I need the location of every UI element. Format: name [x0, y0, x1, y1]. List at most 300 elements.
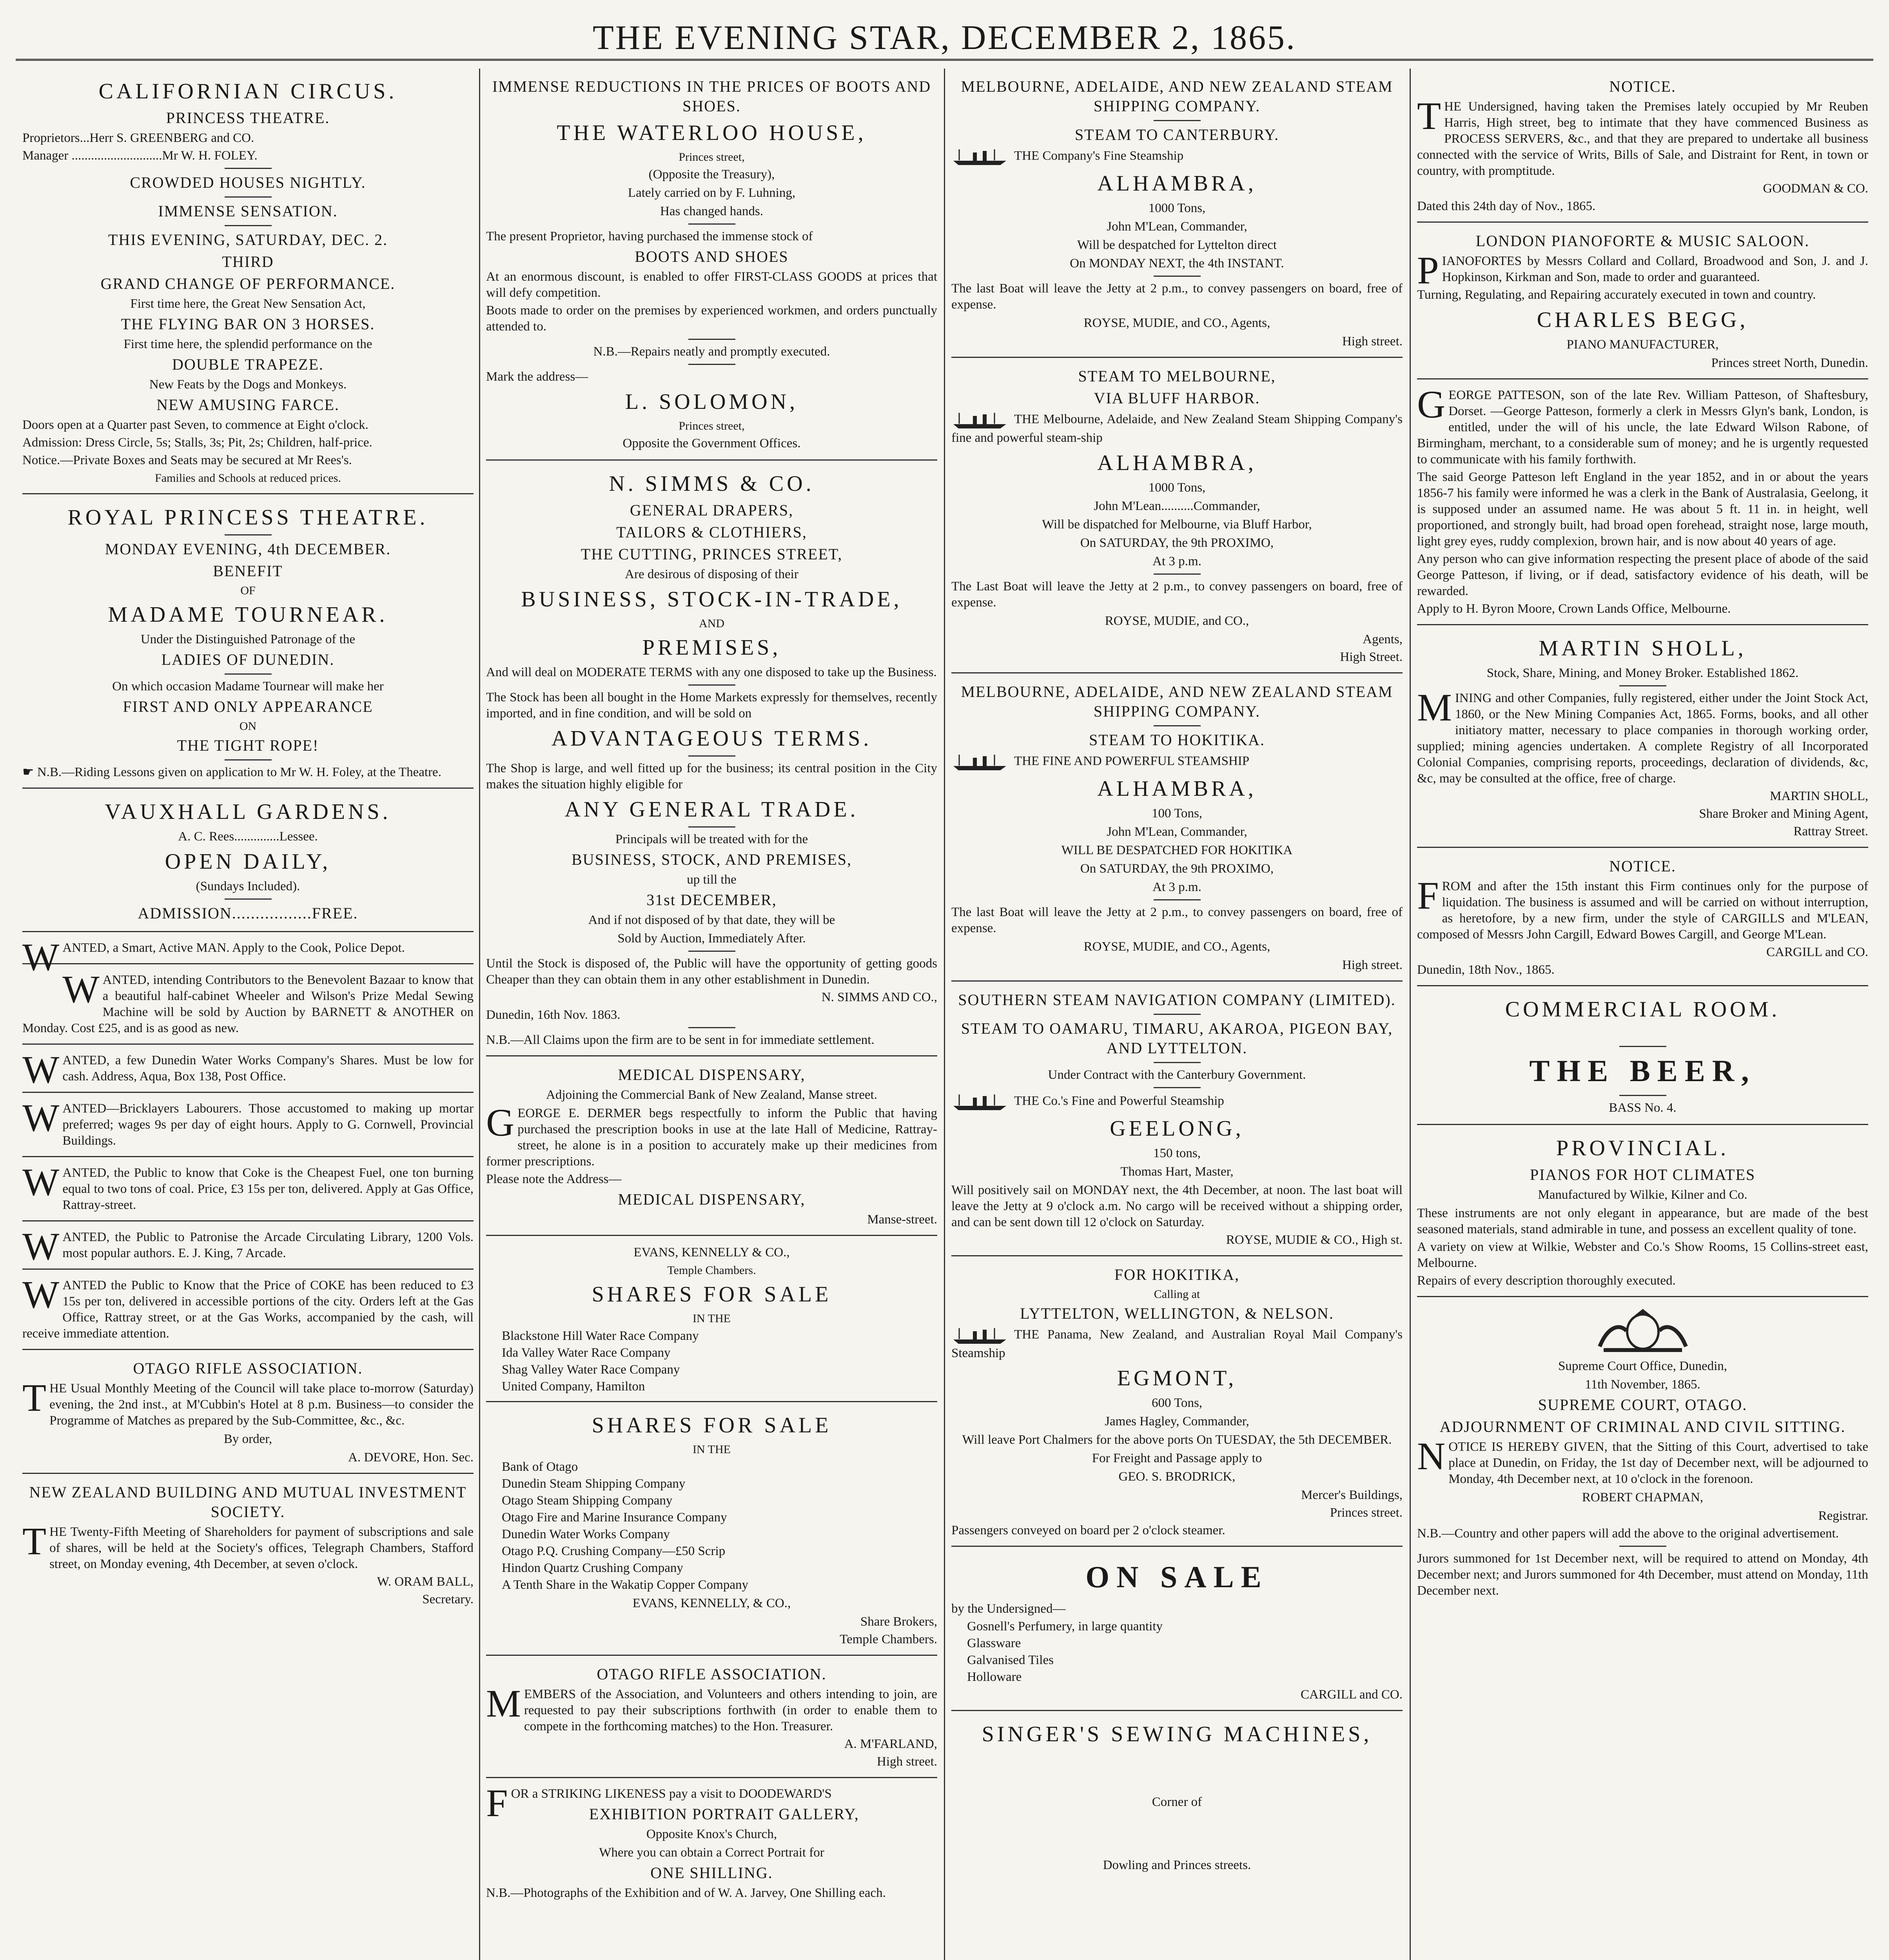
ad-text: WILL BE DESPATCHED FOR HOKITIKA [1061, 843, 1293, 857]
ad-subheading: MEDICAL DISPENSARY, [618, 1191, 806, 1208]
ad-subheading: EXHIBITION PORTRAIT GALLERY, [589, 1805, 859, 1823]
ad-subheading: LYTTELTON, WELLINGTON, & NELSON. [1020, 1305, 1334, 1322]
divider [1154, 120, 1201, 121]
shares-list [486, 1328, 937, 1395]
signature-role: Agents, [1363, 632, 1403, 646]
ad-text: Boots made to order on the premises by experienced workmen, and orders punctually attended to. [486, 303, 937, 334]
ad-text: Any person who can give information respecting the present place of abode of the said George Patteson, if living, or if dead, satisfactory evidence of his death, will be rewarded. [1417, 552, 1868, 598]
list-item: Otago P.Q. Crushing Company—£50 Scrip [502, 1544, 726, 1558]
signature-role: Share Brokers, [860, 1615, 937, 1629]
ad-text: By order, [223, 1432, 272, 1446]
list-item: Otago Steam Shipping Company [502, 1494, 673, 1508]
ad-text: Stock, Share, Mining, and Money Broker. Established 1862. [1486, 666, 1799, 680]
divider [1154, 276, 1201, 277]
ad-text: THE Usual Monthly Meeting of the Council will take place to-morrow (Saturday) evening, the 2nd inst., at M'Cubbin's Hotel at 8 p.m. Business—to consider the Programme of Matches as prepared by the Sub-Committee, &c., &c. [22, 1376, 474, 1428]
ad-text: ON [239, 720, 257, 733]
ad-text: 150 tons, [1153, 1146, 1201, 1160]
ad-text: Temple Chambers. [667, 1264, 756, 1277]
ad-text: WANTED, a Smart, Active MAN. Apply to the Cook, Police Depot. [22, 935, 405, 979]
list-item: Glassware [967, 1636, 1021, 1650]
wanted-advert [22, 1047, 474, 1093]
ad-subheading: DOUBLE TRAPEZE. [172, 356, 324, 373]
signature: GOODMAN & CO. [1763, 181, 1868, 196]
divider [688, 826, 735, 828]
ad-text: Families and Schools at reduced prices. [155, 472, 341, 485]
ad-subheading: GRAND CHANGE OF PERFORMANCE. [100, 275, 396, 292]
ad-text: Corner of [1152, 1795, 1202, 1809]
ad-text: N.B.—Photographs of the Exhibition and of W. A. Jarvey, One Shilling each. [486, 1886, 886, 1900]
column-divider [479, 69, 480, 1960]
ad-subheading: THE CUTTING, PRINCES STREET, [581, 545, 843, 563]
ad-text: WANTED—Bricklayers Labourers. Those accustomed to making up mortar preferred; wages 9s per day of eight hours. Apply to G. Cornwell, Provincial Buildings. [22, 1096, 474, 1148]
ad-text: 11th November, 1865. [1585, 1377, 1700, 1392]
ad-subheading: THE BEER, [1529, 1054, 1756, 1088]
list-item: Dunedin Water Works Company [502, 1527, 670, 1541]
ad-text: James Hagley, Commander, [1105, 1414, 1249, 1428]
ad-text: AND [699, 617, 724, 630]
ad-heading: IMMENSE REDUCTIONS IN THE PRICES OF BOOTS AND SHOES. [492, 78, 931, 115]
ad-text: THE FINE AND POWERFUL STEAMSHIP [1014, 754, 1250, 768]
ad-text: BASS No. 4. [1609, 1101, 1677, 1115]
ad-heading: CALIFORNIAN CIRCUS. [98, 79, 397, 103]
steamship-icon [951, 410, 1010, 430]
ad-text: High street. [1342, 334, 1403, 348]
ad-text: Princes street North, Dunedin. [1711, 356, 1868, 370]
ad-text: Turning, Regulating, and Repairing accurately executed in town and country. [1417, 288, 1816, 302]
ad-text: WANTED, the Public to Patronise the Arcade Circulating Library, 1200 Vols. most popular authors. E. J. King, 7 Arcade. [22, 1225, 474, 1268]
ad-subheading: ADMISSION.................FREE. [138, 904, 358, 922]
divider [688, 755, 735, 757]
ad-text: Are desirous of disposing of their [625, 567, 798, 581]
royal-theatre-advert [22, 497, 474, 789]
commercial-room-advert [1417, 989, 1868, 1125]
signature: GEO. S. BRODRICK, [1118, 1470, 1236, 1484]
ad-text: Under the Distinguished Patronage of the [140, 632, 356, 646]
column-3 [947, 71, 1407, 1960]
ad-text: Admission: Dress Circle, 5s; Stalls, 3s; Pit, 2s; Children, half-price. [22, 436, 372, 450]
ad-text: Rattray Street. [1793, 824, 1868, 838]
ad-text: WANTED the Public to Know that the Price of COKE has been reduced to £3 15s per ton, delivered in accessible portions of the city. Orders left at the Gas Office, Rattray street, or at the Gas Works, accompanied by the cash, will receive immediate attention. [22, 1273, 474, 1341]
ad-text: FOR a STRIKING LIKENESS pay a visit to DOODEWARD'S [486, 1781, 832, 1825]
column-4 [1412, 71, 1873, 1960]
divider [1154, 899, 1201, 900]
ad-text: Notice.—Private Boxes and Seats may be secured at Mr Rees's. [22, 453, 352, 467]
wanted-advert [22, 1160, 474, 1221]
ad-subheading: NEW AMUSING FARCE. [156, 396, 339, 414]
ad-text: Will be despatched for Lyttelton direct [1077, 238, 1277, 252]
process-servers-notice [1417, 71, 1868, 223]
divider [688, 339, 735, 340]
vauxhall-advert [22, 791, 474, 932]
list-item: Otago Fire and Marine Insurance Company [502, 1510, 727, 1524]
newspaper-title: THE EVENING STAR, DECEMBER 2, 1865. [592, 19, 1297, 57]
list-item: A Tenth Share in the Wakatip Copper Company [502, 1578, 748, 1592]
ad-text: Will leave Port Chalmers for the above ports On TUESDAY, the 5th DECEMBER. [962, 1433, 1392, 1447]
signature: W. ORAM BALL, [377, 1575, 474, 1589]
ad-subheading: ANY GENERAL TRADE. [564, 797, 859, 822]
ad-text: And will deal on MODERATE TERMS with any one disposed to take up the Business. [486, 665, 937, 679]
ad-text: High Street. [1340, 650, 1403, 664]
ad-subheading: VIA BLUFF HARBOR. [1094, 389, 1260, 407]
hokitika-steamer-advert [951, 676, 1403, 982]
divider [1619, 1546, 1666, 1547]
waterloo-house-advert [486, 71, 937, 461]
ad-subheading: PIANOS FOR HOT CLIMATES [1530, 1166, 1756, 1183]
supreme-court-notice [1417, 1299, 1868, 1606]
ad-heading: COMMERCIAL ROOM. [1505, 997, 1780, 1022]
ad-text: 600 Tons, [1151, 1396, 1203, 1410]
ad-text: Princes street, [679, 419, 745, 432]
divider [1154, 1014, 1201, 1015]
ad-text: The Last Boat will leave the Jetty at 2 p.m., to convey passengers on board, free of expense. [951, 579, 1403, 610]
sale-list [951, 1619, 1403, 1685]
shares-list [486, 1459, 937, 1593]
signature: A. M'FARLAND, [844, 1737, 937, 1751]
signature: A. DEVORE, Hon. Sec. [348, 1450, 474, 1465]
ad-text: (Sundays Included). [196, 879, 300, 893]
ad-text: PIANOFORTES by Messrs Collard and Collard, Broadwood and Son, J. and J. Hopkinson, Kirkman and Son, made to order and guaranteed. [1417, 249, 1868, 292]
ad-text: THE Melbourne, Adelaide, and New Zealand Steam Shipping Company's fine and powerful steam-ship [951, 412, 1403, 445]
ad-subheading: THIRD [222, 253, 274, 270]
ad-text: FROM and after the 15th instant this Firm continues only for the purpose of liquidation. The business is assumed and will be carried on without interruption, as heretofore, by a new firm, under the style of CARGILLS and M'LEAN, composed of Messrs John Cargill, Edward Bowes Cargill, and George M'Lean. [1417, 874, 1868, 942]
ad-text: EVANS, KENNELLY & CO., [633, 1245, 790, 1259]
list-item: Hindon Quartz Crushing Company [502, 1561, 683, 1575]
ad-text: Thomas Hart, Master, [1120, 1165, 1234, 1179]
ad-subheading: STEAM TO OAMARU, TIMARU, AKAROA, PIGEON BAY, AND LYTTELTON. [961, 1020, 1393, 1057]
ad-heading: VAUXHALL GARDENS. [105, 800, 391, 824]
ad-text: Temple Chambers. [840, 1632, 937, 1646]
ad-text: And if not disposed of by that date, they will be [588, 913, 835, 927]
steamship-icon [951, 1092, 1010, 1112]
signature-role: Secretary. [422, 1592, 474, 1606]
building-society-advert [22, 1476, 474, 1615]
ad-text: The said George Patteson left England in the year 1852, and in or about the years 1856-7 his family were informed he was a clerk in the Bank of Australasia, Geelong, it is supposed under an assumed name. He was about 5 ft. 11 in. in height, well proportioned, and strongly built, had broad open forehead, straight nose, large mouth, light grey eyes, ruddy complexion, brown hair, and is now about 40 years of age. [1417, 470, 1868, 548]
ad-subheading: MONDAY EVENING, 4th DECEMBER. [105, 540, 391, 558]
ad-subheading: STEAM TO CANTERBURY. [1074, 126, 1279, 143]
medical-dispensary-advert [486, 1059, 937, 1236]
list-item: Holloware [967, 1670, 1022, 1684]
ad-text: OF [240, 584, 256, 597]
cargill-notice [1417, 850, 1868, 986]
masthead-rule [16, 59, 1873, 61]
signature: ROYSE, MUDIE, and CO., Agents, [1083, 316, 1270, 330]
ad-text: First time here, the splendid performance on the [123, 337, 372, 351]
divider [1154, 725, 1201, 726]
ad-text: Adjoining the Commercial Bank of New Zealand, Manse street. [546, 1088, 877, 1102]
masthead [0, 0, 1889, 59]
ad-subheading: BOOTS AND SHOES [635, 248, 789, 265]
ad-text: Apply to H. Byron Moore, Crown Lands Office, Melbourne. [1417, 602, 1731, 616]
ad-text: Please note the Address— [486, 1172, 622, 1186]
ad-heading: PROVINCIAL. [1556, 1136, 1729, 1160]
divider [1154, 1062, 1201, 1063]
ad-subheading: MADAME TOURNEAR. [108, 603, 388, 627]
ad-text: Dowling and Princes streets. [1103, 1858, 1251, 1872]
ad-text: NOTICE IS HEREBY GIVEN, that the Sitting of this Court, advertised to take place at Dunedin, on Friday, the 1st day of December next, will be adjourned to Monday, 4th December next, at 10 o'clock in the forenoon. [1417, 1434, 1868, 1486]
ad-subheading: BUSINESS, STOCK, AND PREMISES, [572, 851, 852, 868]
shares-advert-1 [486, 1238, 937, 1402]
ad-text: Dunedin, 16th Nov. 1863. [486, 1008, 621, 1022]
divider [1154, 573, 1201, 575]
ad-text: Sold by Auction, Immediately After. [617, 931, 806, 946]
ad-text: On SATURDAY, the 9th PROXIMO, [1080, 536, 1274, 550]
ad-text: GEORGE PATTESON, son of the late Rev. William Patteson, of Shaftesbury, Dorset. —George Patteson, formerly a clerk in Messrs Glyn's bank, London, is entitled, under the will of his uncle, the late Edward Wilson Rabone, of Birmingham, merchant, to a considerable sum of money; and he is urgently requested to communicate with his family forthwith. [1417, 383, 1868, 466]
ad-text: IN THE [693, 1312, 731, 1325]
patteson-notice [1417, 382, 1868, 625]
ad-text: Doors open at a Quarter past Seven, to commence at Eight o'clock. [22, 418, 368, 432]
signature: CARGILL and CO. [1300, 1688, 1403, 1702]
ad-text: Mercer's Buildings, [1301, 1488, 1403, 1502]
ad-text: Has changed hands. [660, 204, 763, 218]
divider [688, 364, 735, 365]
canterbury-steamer-advert [951, 71, 1403, 358]
ad-text: On which occasion Madame Tournear will make her [112, 679, 384, 693]
wanted-advert [22, 1095, 474, 1157]
ad-text: MEMBERS of the Association, and Volunteers and others intending to join, are requested to pay their subscriptions forthwith (in order to enable them to compete in the forthcoming matches) to the Hon. Treasurer. [486, 1682, 937, 1733]
ad-heading: N. SIMMS & CO. [609, 472, 815, 496]
ad-text: Passengers conveyed on board per 2 o'clock steamer. [951, 1523, 1225, 1537]
divider [225, 759, 272, 760]
ad-text: N.B.—Repairs neatly and promptly executed. [593, 345, 830, 359]
ad-subheading: TAILORS & CLOTHIERS, [616, 523, 807, 541]
ad-text: THE Co.'s Fine and Powerful Steamship [1014, 1094, 1224, 1108]
ad-text: N.B.—All Claims upon the firm are to be sent in for immediate settlement. [486, 1033, 875, 1047]
ad-text: At 3 p.m. [1152, 880, 1201, 894]
ad-text: New Feats by the Dogs and Monkeys. [149, 377, 347, 392]
ad-text: Proprietors...Herr S. GREENBERG and CO. [22, 131, 254, 145]
signature: CARGILL and CO. [1766, 945, 1868, 959]
ad-text: A. C. Rees..............Lessee. [178, 829, 318, 844]
ad-subheading: ADVANTAGEOUS TERMS. [551, 726, 872, 751]
column-divider [944, 69, 945, 1960]
ad-text: Dated this 24th day of Nov., 1865. [1417, 199, 1596, 213]
ad-heading: NEW ZEALAND BUILDING AND MUTUAL INVESTMENT SOCIETY. [29, 1483, 467, 1521]
list-item: Shag Valley Water Race Company [502, 1363, 680, 1377]
ad-heading: MEDICAL DISPENSARY, [618, 1066, 806, 1083]
ad-text: 1000 Tons, [1148, 481, 1206, 495]
ad-text: 100 Tons, [1151, 806, 1203, 820]
ad-heading: SHARES FOR SALE [592, 1413, 832, 1437]
wanted-advert [22, 1224, 474, 1270]
ad-text: N.B.—Country and other papers will add the above to the original advertisement. [1417, 1526, 1839, 1541]
list-item: Galvanised Tiles [967, 1653, 1054, 1667]
ship-name: ALHAMBRA, [1097, 171, 1257, 196]
ad-text: High street. [1342, 958, 1403, 972]
ad-text: Mark the address— [486, 370, 588, 384]
ad-subheading: OPEN DAILY, [165, 849, 331, 874]
ad-subheading: IMMENSE SENSATION. [158, 202, 338, 220]
ad-text: Dunedin, 18th Nov., 1865. [1417, 963, 1555, 977]
divider [1619, 685, 1666, 686]
ad-heading: MELBOURNE, ADELAIDE, AND NEW ZEALAND STEAM SHIPPING COMPANY. [961, 683, 1393, 720]
ad-text: A variety on view at Wilkie, Webster and Co.'s Show Rooms, 15 Collins-street east, Melbourne. [1417, 1240, 1868, 1270]
ad-text: These instruments are not only elegant in appearance, but are made of the best seasoned materials, stand admirable in tune, and possess an excellent quality of tone. [1417, 1206, 1868, 1236]
divider [688, 951, 735, 952]
ad-subheading: THE FLYING BAR ON 3 HORSES. [121, 315, 375, 333]
ad-subheading: PREMISES, [642, 635, 781, 660]
royal-arms-icon [1592, 1307, 1694, 1354]
divider [688, 684, 735, 686]
divider [225, 898, 272, 900]
ship-name: EGMONT, [1117, 1366, 1237, 1390]
ad-text: On MONDAY NEXT, the 4th INSTANT. [1070, 256, 1284, 270]
ad-subheading: L. SOLOMON, [625, 390, 798, 414]
list-item: United Company, Hamilton [502, 1379, 645, 1394]
ad-text: Will be dispatched for Melbourne, via Bluff Harbor, [1042, 517, 1312, 532]
ad-text: Principals will be treated with for the [615, 832, 808, 846]
ad-text: Repairs of every description thoroughly executed. [1417, 1274, 1676, 1288]
steamship-icon [951, 1326, 1010, 1345]
wanted-advert [22, 967, 474, 1045]
likeness-advert [486, 1780, 937, 1908]
ad-text: Supreme Court Office, Dunedin, [1558, 1359, 1728, 1373]
list-item: Blackstone Hill Water Race Company [502, 1329, 699, 1343]
ad-heading: MELBOURNE, ADELAIDE, AND NEW ZEALAND STEAM SHIPPING COMPANY. [961, 78, 1393, 115]
southern-steam-advert [951, 984, 1403, 1256]
ad-heading: SHARES FOR SALE [592, 1282, 832, 1307]
ad-subheading: LADIES OF DUNEDIN. [161, 651, 335, 668]
divider [1619, 1046, 1666, 1047]
divider [1154, 1087, 1201, 1088]
shares-advert-2 [486, 1405, 937, 1656]
ship-name: ALHAMBRA, [1097, 451, 1257, 475]
steamship-icon [951, 752, 1010, 772]
divider [225, 534, 272, 535]
ad-heading: OTAGO RIFLE ASSOCIATION. [597, 1665, 827, 1683]
ad-text: Under Contract with the Canterbury Government. [1048, 1068, 1306, 1082]
ad-text: For Freight and Passage apply to [1092, 1451, 1262, 1465]
circus-advert [22, 71, 474, 494]
ad-subheading: PRINCESS THEATRE. [166, 109, 330, 127]
provincial-advert [1417, 1127, 1868, 1297]
ad-text: by the Undersigned— [951, 1602, 1066, 1616]
ad-text: MINING and other Companies, fully registered, either under the Joint Stock Act, 1860, or the New Mining Companies Act, 1865. Forms, books, and all other initiatory matter, necessary to place companies in thorough working order, supplied; mining agencies undertaken. A complete Registry of all Incorporated Colonial Companies, comprising reports, proceedings, declaration of dividends, &c, &c, may be consulted at the office, free of charge. [1417, 686, 1868, 786]
ad-text: (Opposite the Treasury), [648, 167, 775, 181]
ad-text: IN THE [693, 1443, 731, 1456]
ad-heading: LONDON PIANOFORTE & MUSIC SALOON. [1475, 232, 1810, 250]
divider [688, 223, 735, 225]
list-item: Dunedin Steam Shipping Company [502, 1477, 686, 1491]
list-item: Bank of Otago [502, 1460, 578, 1474]
ad-text: First time here, the Great New Sensation Act, [130, 297, 366, 311]
ad-heading: MARTIN SHOLL, [1539, 636, 1747, 661]
ad-subheading: GENERAL DRAPERS, [630, 501, 794, 519]
ad-text: Princes street, [679, 151, 745, 163]
column-2 [481, 71, 942, 1960]
ad-heading: ON SALE [1085, 1560, 1268, 1594]
ad-text: THE Panama, New Zealand, and Australian Royal Mail Company's Steamship [951, 1327, 1403, 1360]
column-1 [18, 71, 478, 1960]
column-divider [1410, 69, 1411, 1960]
ad-text: 1000 Tons, [1148, 201, 1206, 215]
ad-text: John M'Lean..........Commander, [1094, 499, 1260, 513]
wanted-advert [22, 1272, 474, 1350]
signature-role: Registrar. [1818, 1509, 1868, 1523]
ad-text: John M'Lean, Commander, [1107, 220, 1247, 234]
signature: ROYSE, MUDIE, and CO., [1105, 614, 1249, 628]
ad-text: PIANO MANUFACTURER, [1566, 338, 1719, 352]
ad-subheading: STEAM TO HOKITIKA. [1089, 731, 1265, 749]
ad-text: Manufactured by Wilkie, Kilner and Co. [1538, 1188, 1747, 1202]
ad-text: Jurors summoned for 1st December next, will be required to attend on Monday, 4th December next; and Jurors summoned for 4th December, must attend on Monday, 11th December next. [1417, 1552, 1868, 1598]
ad-heading: NOTICE. [1609, 857, 1676, 875]
ad-heading: SOUTHERN STEAM NAVIGATION COMPANY (LIMITED). [958, 991, 1396, 1009]
singer-advert [951, 1713, 1403, 1881]
ad-text: The present Proprietor, having purchased the immense stock of [486, 229, 813, 243]
ad-subheading: BENEFIT [213, 562, 283, 580]
signature: ROYSE, MUDIE, and CO., Agents, [1083, 940, 1270, 954]
rifle-association-advert [22, 1352, 474, 1474]
ad-text: Lately carried on by F. Luhning, [628, 186, 796, 200]
ad-text: Opposite Knox's Church, [646, 1827, 777, 1841]
ad-text: At an enormous discount, is enabled to offer FIRST-CLASS GOODS at prices that will defy competition. [486, 270, 937, 300]
list-item: Ida Valley Water Race Company [502, 1346, 671, 1360]
ad-text: THE Company's Fine Steamship [1014, 149, 1184, 163]
list-item: Gosnell's Perfumery, in large quantity [967, 1619, 1163, 1633]
simms-advert [486, 463, 937, 1056]
steamship-icon [951, 147, 1010, 167]
ad-text: Where you can obtain a Correct Portrait for [599, 1846, 824, 1860]
ad-subheading: THIS EVENING, SATURDAY, DEC. 2. [108, 231, 388, 249]
ad-subheading: BUSINESS, STOCK-IN-TRADE, [521, 587, 902, 612]
ad-text: THE Twenty-Fifth Meeting of Shareholders for payment of subscriptions and sale of shares, will be held at the Society's offices, Telegraph Chambers, Stafford street, on Monday evening, 4th December, at seven o'clock. [22, 1519, 474, 1571]
signature: ROYSE, MUDIE & CO., High st. [1226, 1233, 1403, 1247]
ad-text: John M'Lean, Commander, [1107, 825, 1247, 839]
ad-heading: NOTICE. [1609, 78, 1676, 95]
signature: EVANS, KENNELLY, & CO., [632, 1596, 791, 1610]
signature: ROBERT CHAPMAN, [1582, 1490, 1704, 1504]
divider [225, 196, 272, 198]
ad-text: Manager ............................Mr W. H. FOLEY. [22, 149, 258, 163]
ad-subheading: ONE SHILLING. [650, 1864, 773, 1882]
divider [688, 1027, 735, 1028]
ship-name: ALHAMBRA, [1097, 777, 1257, 801]
ad-text: The last Boat will leave the Jetty at 2 p.m., to convey passengers on board, free of expense. [951, 905, 1403, 935]
ad-subheading: ADJOURNMENT OF CRIMINAL AND CIVIL SITTING. [1439, 1418, 1846, 1436]
ad-subheading: CROWDED HOUSES NIGHTLY. [130, 174, 366, 191]
ad-text: WANTED, the Public to know that Coke is the Cheapest Fuel, one ton burning equal to two tons of coal. Price, £3 15s per ton, delivered. Apply at Gas Office, Rattray-street. [22, 1160, 474, 1212]
signature: MARTIN SHOLL, [1769, 789, 1868, 803]
ad-heading: STEAM TO MELBOURNE, [1078, 367, 1276, 385]
ad-subheading: THE WATERLOO HOUSE, [557, 121, 867, 145]
wanted-advert [22, 935, 474, 979]
ad-heading: OTAGO RIFLE ASSOCIATION. [133, 1359, 363, 1377]
rifle-association-advert-2 [486, 1658, 937, 1778]
sholl-advert [1417, 628, 1868, 848]
ad-text: THE Undersigned, having taken the Premises lately occupied by Mr Reuben Harris, High street, beg to intimate that they have commenced Business as PROCESS SERVERS, &c., and that they are prepared to undertake all business connected with the service of Writs, Bills of Sale, and Distraint for Rent, in town or country, with promptitude. [1417, 94, 1868, 178]
ad-subheading: FIRST AND ONLY APPEARANCE [123, 698, 373, 715]
ad-text: up till the [687, 873, 737, 887]
on-sale-advert [951, 1549, 1403, 1711]
ad-text: ☛ N.B.—Riding Lessons given on application to Mr W. H. Foley, at the Theatre. [22, 765, 441, 779]
ad-text: WANTED, a few Dunedin Water Works Company's Shares. Must be low for cash. Address, Aqua, Box 138, Post Office. [22, 1048, 474, 1091]
ad-text: Manse-street. [867, 1212, 937, 1227]
divider [1619, 1095, 1666, 1096]
hokitika-egmont-advert [951, 1259, 1403, 1547]
ad-heading: SUPREME COURT, OTAGO. [1538, 1396, 1747, 1414]
divider [225, 225, 272, 226]
ad-text: High street. [877, 1755, 937, 1769]
ad-text: The last Boat will leave the Jetty at 2 p.m., to convey passengers on board, free of expense. [951, 281, 1403, 312]
ad-text: Opposite the Government Offices. [622, 436, 801, 450]
ad-text: Calling at [1154, 1288, 1200, 1301]
ad-heading: ROYAL PRINCESS THEATRE. [67, 505, 428, 530]
ad-text: Until the Stock is disposed of, the Public will have the opportunity of getting goods Cheaper than they can obtain them in any other establishment in Dunedin. [486, 956, 937, 987]
ad-subheading: CHARLES BEGG, [1537, 308, 1749, 332]
melbourne-steamer-advert [951, 360, 1403, 673]
ad-text: The Stock has been all bought in the Home Markets expressly for themselves, recently imported, and in fine condition, and will be sold on [486, 690, 937, 720]
ship-name: GEELONG, [1110, 1116, 1244, 1141]
